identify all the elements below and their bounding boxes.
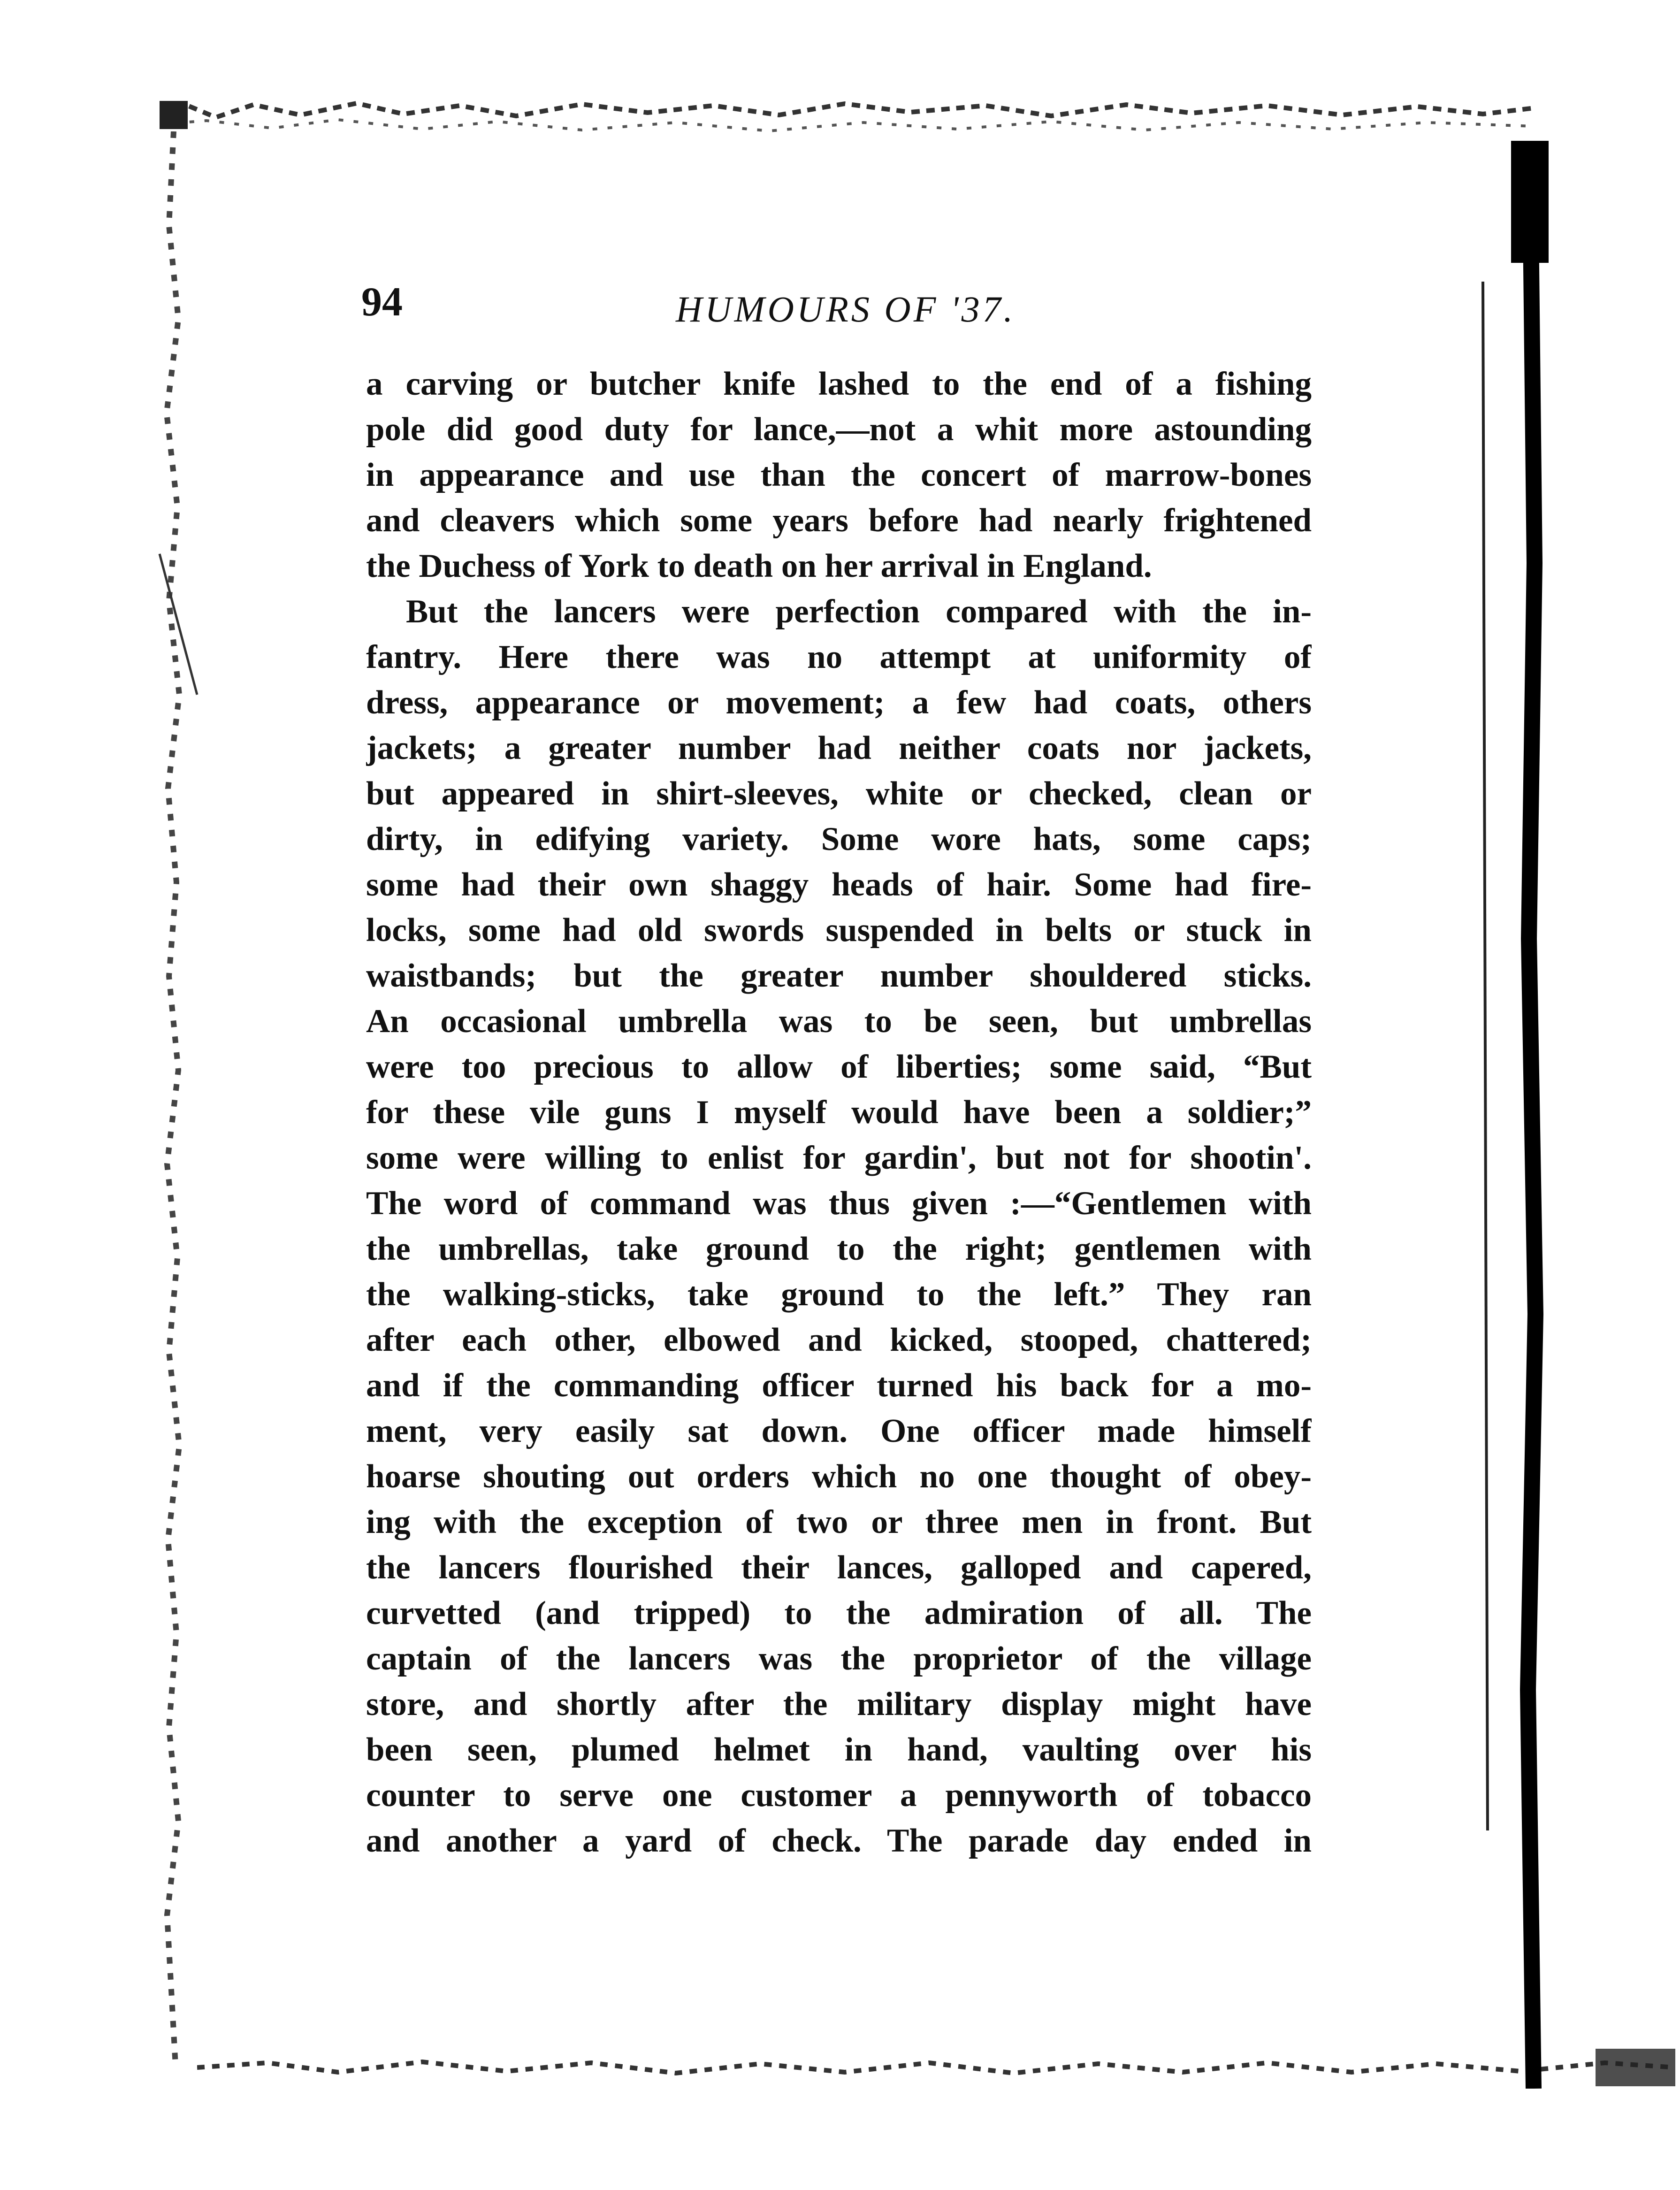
text-line: ing with the exception of two or three men in front. But xyxy=(366,1504,1312,1540)
text-line: the walking-sticks, take ground to the left.” They ran xyxy=(366,1276,1312,1313)
scan-noise-bottom xyxy=(197,2044,1675,2091)
text-line: after each other, elbowed and kicked, stooped, chattered; xyxy=(366,1322,1312,1358)
text-line: jackets; a greater number had neither coats nor jackets, xyxy=(366,730,1312,766)
text-line: hoarse shouting out orders which no one thought of obey- xyxy=(366,1458,1312,1495)
text-line: and if the commanding officer turned his back for a mo- xyxy=(366,1367,1312,1404)
text-line: for these vile guns I myself would have been a soldier;” xyxy=(366,1094,1312,1131)
text-line: store, and shortly after the military display might have xyxy=(366,1686,1312,1723)
text-line: some were willing to enlist for gardin', but not for shootin'. xyxy=(366,1140,1312,1176)
scan-noise-left xyxy=(141,131,206,2065)
text-line: been seen, plumed helmet in hand, vaulting over his xyxy=(366,1731,1312,1768)
running-title: HUMOURS OF '37. xyxy=(676,289,1016,329)
text-line: The word of command was thus given :—“Gentlemen with xyxy=(366,1185,1312,1222)
text-line: locks, some had old swords suspended in belts or stuck in xyxy=(366,912,1312,949)
text-line: the lancers flourished their lances, galloped and capered, xyxy=(366,1549,1312,1586)
scan-shadow-right xyxy=(1506,141,1549,2089)
text-line: counter to serve one customer a pennyworth of tobacco xyxy=(366,1777,1312,1814)
text-line: some had their own shaggy heads of hair. Some had fire- xyxy=(366,866,1312,903)
text-line: a carving or butcher knife lashed to the end of a fishing xyxy=(366,366,1312,402)
text-line: dirty, in edifying variety. Some wore hats, some caps; xyxy=(366,821,1312,858)
text-line: An occasional umbrella was to be seen, but umbrellas xyxy=(366,1003,1312,1040)
text-line: the umbrellas, take ground to the right; gentlemen with xyxy=(366,1231,1312,1267)
text-line: But the lancers were perfection compared with the in- xyxy=(406,593,1312,630)
scan-noise-top xyxy=(160,92,1535,143)
text-line: but appeared in shirt-sleeves, white or checked, clean or xyxy=(366,775,1312,812)
text-line: and cleavers which some years before had nearly frightened xyxy=(366,502,1312,539)
text-line: dress, appearance or movement; a few had coats, others xyxy=(366,684,1312,721)
scan-line-right xyxy=(1474,282,1502,1830)
text-line: ment, very easily sat down. One officer made himself xyxy=(366,1413,1312,1449)
text-line: were too precious to allow of liberties; some said, “But xyxy=(366,1049,1312,1085)
running-header xyxy=(361,277,1319,338)
body-text xyxy=(366,361,1312,1864)
text-line: fantry. Here there was no attempt at uniformity of xyxy=(366,639,1312,675)
text-line: pole did good duty for lance,—not a whit more astounding xyxy=(366,411,1312,448)
text-line: captain of the lancers was the proprietor of the village xyxy=(366,1640,1312,1677)
page-number: 94 xyxy=(361,279,403,325)
text-line: the Duchess of York to death on her arrival in England. xyxy=(366,548,1152,584)
text-line: and another a yard of check. The parade day ended in xyxy=(366,1822,1312,1859)
text-line: curvetted (and tripped) to the admiration of all. The xyxy=(366,1595,1312,1631)
text-line: waistbands; but the greater number shouldered sticks. xyxy=(366,957,1312,994)
text-line: in appearance and use than the concert of marrow-bones xyxy=(366,457,1312,493)
